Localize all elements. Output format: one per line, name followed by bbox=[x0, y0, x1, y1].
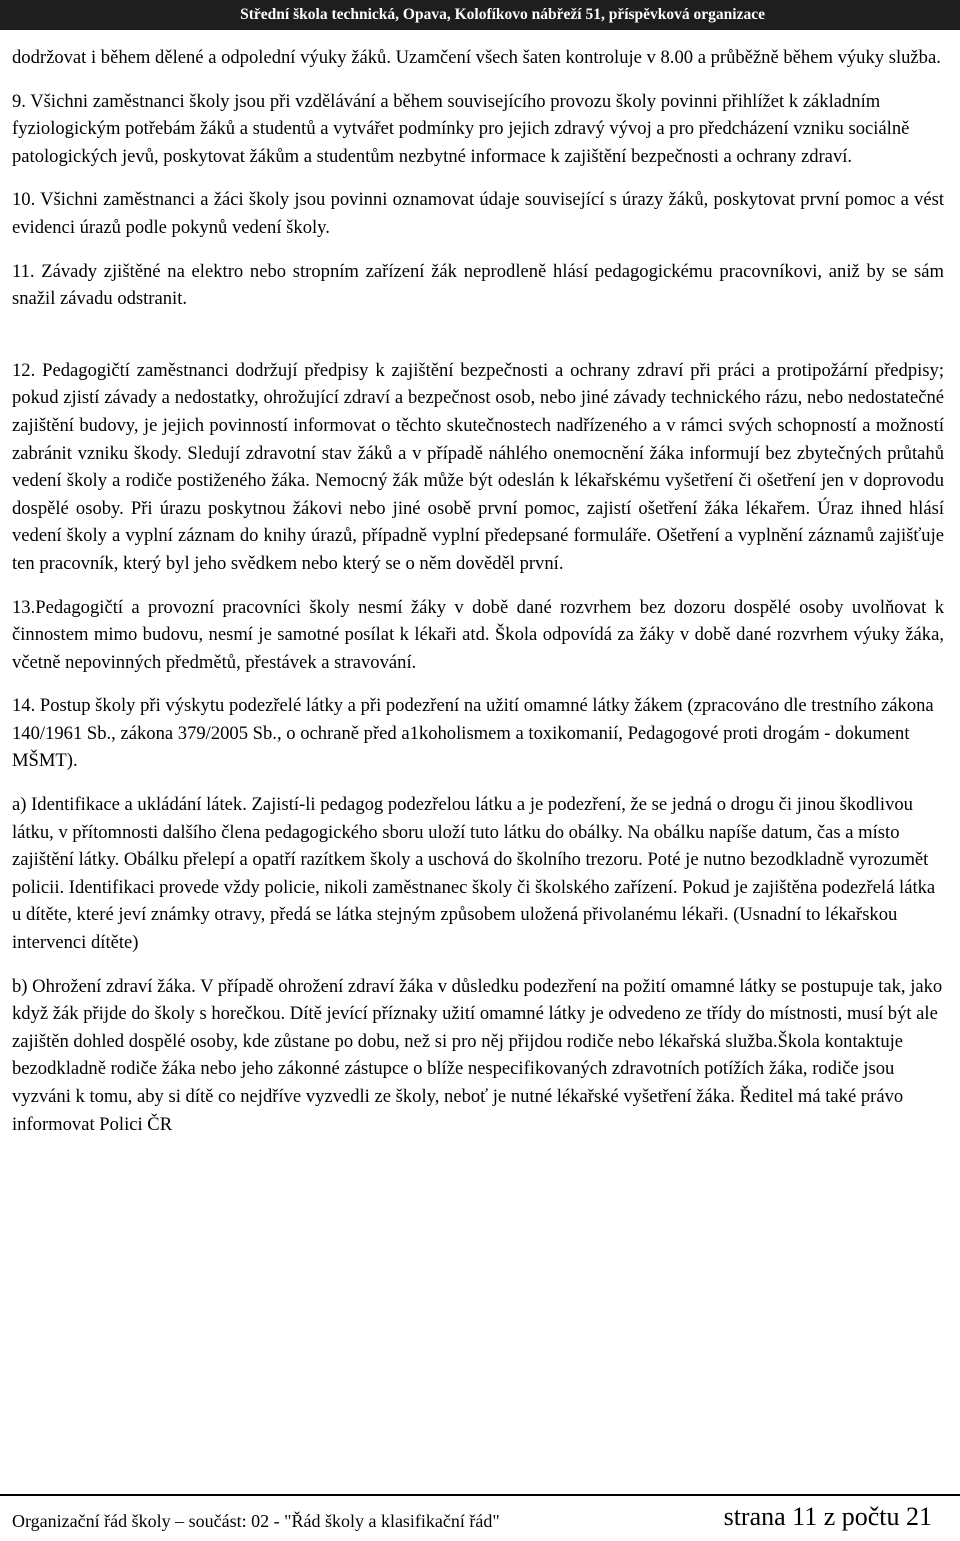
paragraph-13: 13.Pedagogičtí a provozní pracovníci školy nesmí žáky v době dané rozvrhem bez dozoru dospělé osoby uvolňovat k činnostem mimo budovu, nesmí je samotné posílat k lékaři atd. Škola odpovídá za žáky v době dané rozvrhem výuky žáka, včetně nepovinných předmětů, přestávek a stravování. bbox=[12, 596, 944, 673]
paragraph-14: 14. Postup školy při výskytu podezřelé látky a při podezření na užití omamné látky žákem (zpracováno dle trestního zákona 140/1961 Sb., zákona 379/2005 Sb., o ochraně před a1koholismem a toxikomanií, Pedagogové proti drogám - dokument MŠMT). bbox=[12, 695, 934, 772]
paragraph-11: 11. Závady zjištěné na elektro nebo stropním zařízení žák neprodleně hlásí pedagogickému pracovníkovi, aniž by se sám snažil závadu odstranit. bbox=[12, 260, 944, 310]
paragraph-continuation: dodržovat i během dělené a odpolední výuky žáků. Uzamčení všech šaten kontroluje v 8.00 a průběžně během výuky služba. bbox=[12, 47, 941, 68]
paragraph-9: 9. Všichni zaměstnanci školy jsou při vzdělávání a během souvisejícího provozu školy povinni přihlížet k základním fyziologickým potřebám žáků a studentů a vytvářet podmínky pro jejich zdravý vývoj a pro předcházení vzniku sociálně patologických jevů, poskytovat žákům a studentům nezbytné informace k zajištění bezpečnosti a ochrany zdraví. bbox=[12, 90, 910, 167]
paragraph-b: b) Ohrožení zdraví žáka. V případě ohrožení zdraví žáka v důsledku podezření na požití omamné látky se postupuje tak, jako když žák přijde do školy s horečkou. Dítě jevící příznaky užití omamné látky je odvedeno ze třídy do místnosti, musí být ale zajištěn dohled dospělé osoby, kde zůstane po dobu, než si pro něj přijdou rodiče nebo lékařská služba.Škola kontaktuje bezodkladně rodiče žáka nebo jeho zákonné zástupce o blíže nespecifikovaných zdravotních potížích žáka, rodiče jsou vyzváni k tomu, aby si dítě co nejdříve vyzvedli ze školy, neboť je nutné lékařské vyšetření žáka. Ředitel má také právo informovat Polici ČR bbox=[12, 975, 943, 1135]
footer-page-number: strana 11 z počtu 21 bbox=[723, 1502, 932, 1531]
footer-divider bbox=[0, 1494, 960, 1496]
paragraph-10: 10. Všichni zaměstnanci a žáci školy jsou povinni oznamovat údaje související s úrazy žáků, poskytovat první pomoc a vést evidenci úrazů podle pokynů vedení školy. bbox=[12, 189, 944, 238]
paragraph-a: a) Identifikace a ukládání látek. Zajistí-li pedagog podezřelou látku a je podezření, že se jedná o drogu či jinou škodlivou látku, v přítomnosti dalšího člena pedagogického sboru uloží tuto látku do obálky. Na obálku napíše datum, čas a místo zajištění látky. Obálku přelepí a opatří razítkem školy a uschová do školního trezoru. Poté je nutno bezodkladně vyrozumět policii. Identifikaci provede vždy policie, nikoli zaměstnanec školy či školského zařízení. Pokud je zajištěna podezřelá látka u dítěte, které jeví známky otravy, předá se látka stejným způsobem uložená přivolanému lékaři. (Usnadní to lékařskou intervenci dítěte) bbox=[12, 794, 936, 954]
document-body bbox=[12, 44, 944, 1138]
header-bar bbox=[0, 0, 960, 30]
footer-document-title: Organizační řád školy – součást: 02 - "Řád školy a klasifikační řád" bbox=[12, 1511, 500, 1531]
paragraph-12: 12. Pedagogičtí zaměstnanci dodržují předpisy k zajištění bezpečnosti a ochrany zdraví při práci a protipožární předpisy; pokud zjistí závady a nedostatky, ohrožující zdraví a bezpečnost osob, nebo jiné závady technického rázu, nebo nedostatečné zajištění budovy, je jejich povinností informovat o těchto skutečnostech nadřízeného a v rámci svých schopností a možností zabránit vzniku škody. Sledují zdravotní stav žáků a v případě náhlého onemocnění žáka informují bez zbytečných průtahů vedení školy a rodiče postiženého žáka. Nemocný žák může být odeslán k lékařskému vyšetření či ošetření jen v doprovodu dospělé osoby. Při úrazu poskytnou žákovi nebo jiné osobě první pomoc, zajistí ošetření žáka lékařem. Úraz ihned hlásí vedení školy a vyplní záznam do knihy úrazů, případně vyplní předepsané formuláře. Ošetření a vyplnění záznamů zajišťuje ten pracovník, který byl jeho svědkem nebo který se o něm dověděl první. bbox=[12, 359, 944, 574]
header-title: Střední škola technická, Opava, Kolofíkovo nábřeží 51, příspěvková organizace bbox=[240, 6, 765, 23]
